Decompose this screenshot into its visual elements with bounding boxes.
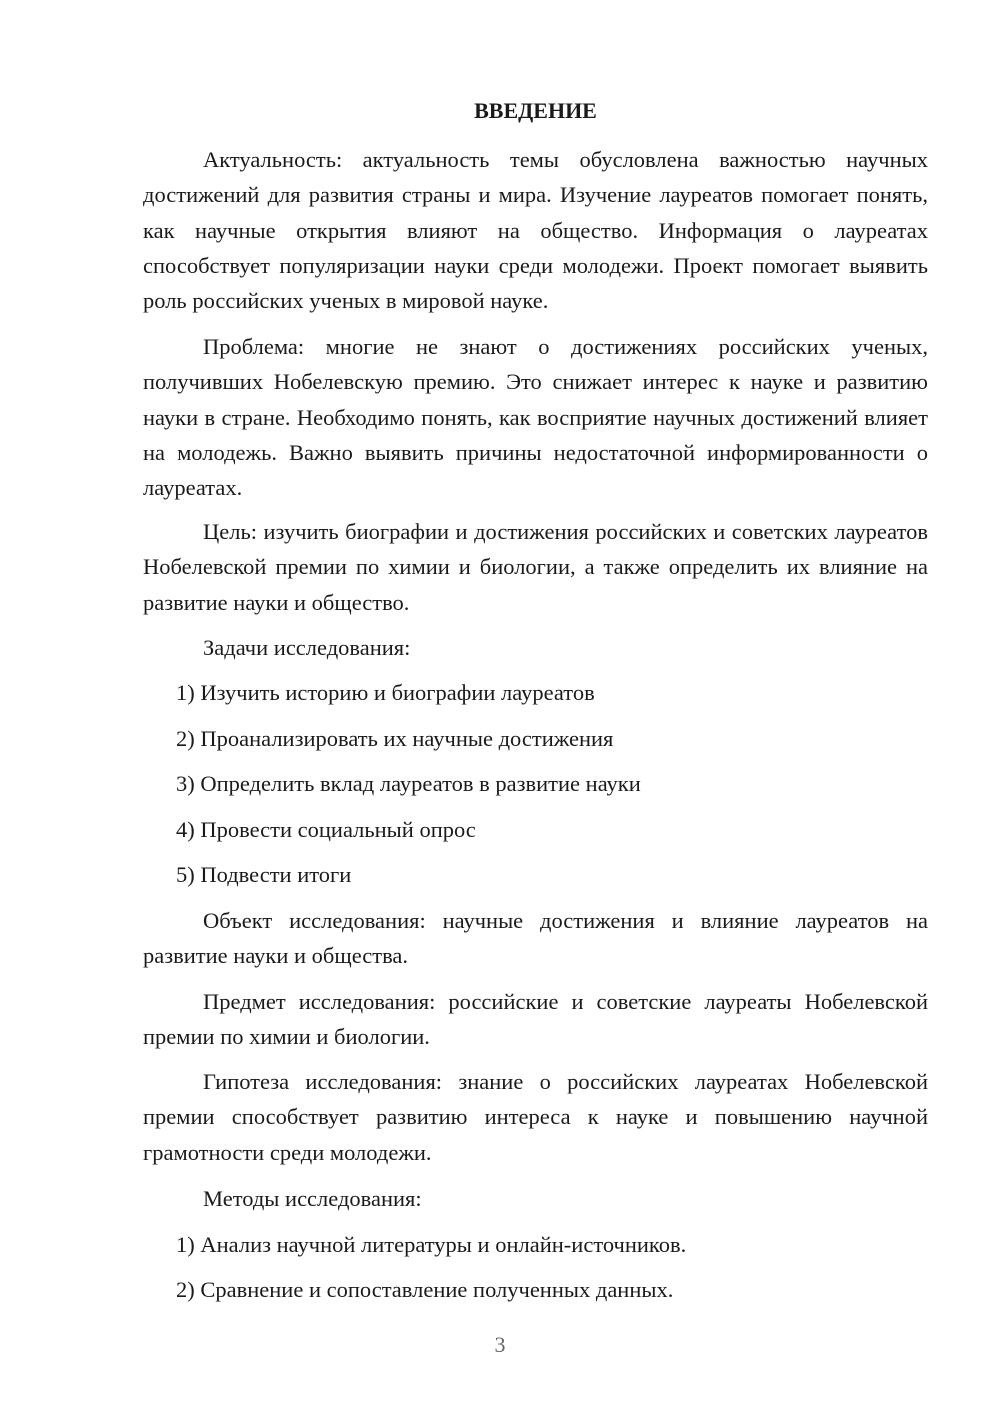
object-paragraph: Объект исследования: научные достижения и влияние лауреатов на развитие науки и общества. xyxy=(143,908,928,969)
method-item: 2) Сравнение и сопоставление полученных данных. xyxy=(176,1277,674,1302)
tasks-title: Задачи исследования: xyxy=(203,635,411,660)
subject-paragraph: Предмет исследования: российские и советские лауреаты Нобелевской премии по химии и биологии. xyxy=(143,989,928,1050)
methods-title: Методы исследования: xyxy=(203,1186,422,1211)
goal-paragraph: Цель: изучить биографии и достижения российских и советских лауреатов Нобелевской премии по химии и биологии, а также определить их влияние на развитие науки и общество. xyxy=(143,519,928,615)
task-item: 5) Подвести итоги xyxy=(176,862,352,887)
method-item: 1) Анализ научной литературы и онлайн-источников. xyxy=(176,1232,687,1257)
page-number: 3 xyxy=(494,1332,506,1357)
problem-paragraph: Проблема: многие не знают о достижениях российских ученых, получивших Нобелевскую премию. Это снижает интерес к науке и развитию науки в стране. Необходимо понять, как восприятие научных достижений влияет на молодежь. Важно выявить причины недостаточной информированности о лауреатах. xyxy=(143,334,928,501)
task-item: 1) Изучить историю и биографии лауреатов xyxy=(176,680,595,705)
hypothesis-paragraph: Гипотеза исследования: знание о российских лауреатах Нобелевской премии способствует развитию интереса к науке и повышению научной грамотности среди молодежи. xyxy=(143,1069,928,1165)
task-item: 4) Провести социальный опрос xyxy=(176,817,476,842)
task-item: 3) Определить вклад лауреатов в развитие науки xyxy=(176,771,641,796)
task-item: 2) Проанализировать их научные достижения xyxy=(176,726,614,751)
page-title: ВВЕДЕНИЕ xyxy=(474,98,597,123)
relevance-paragraph: Актуальность: актуальность темы обусловлена важностью научных достижений для развития страны и мира. Изучение лауреатов помогает понять, как научные открытия влияют на общество. Информация о лауреатах способствует популяризации науки среди молодежи. Проект помогает выявить роль российских ученых в мировой науке. xyxy=(143,147,928,314)
